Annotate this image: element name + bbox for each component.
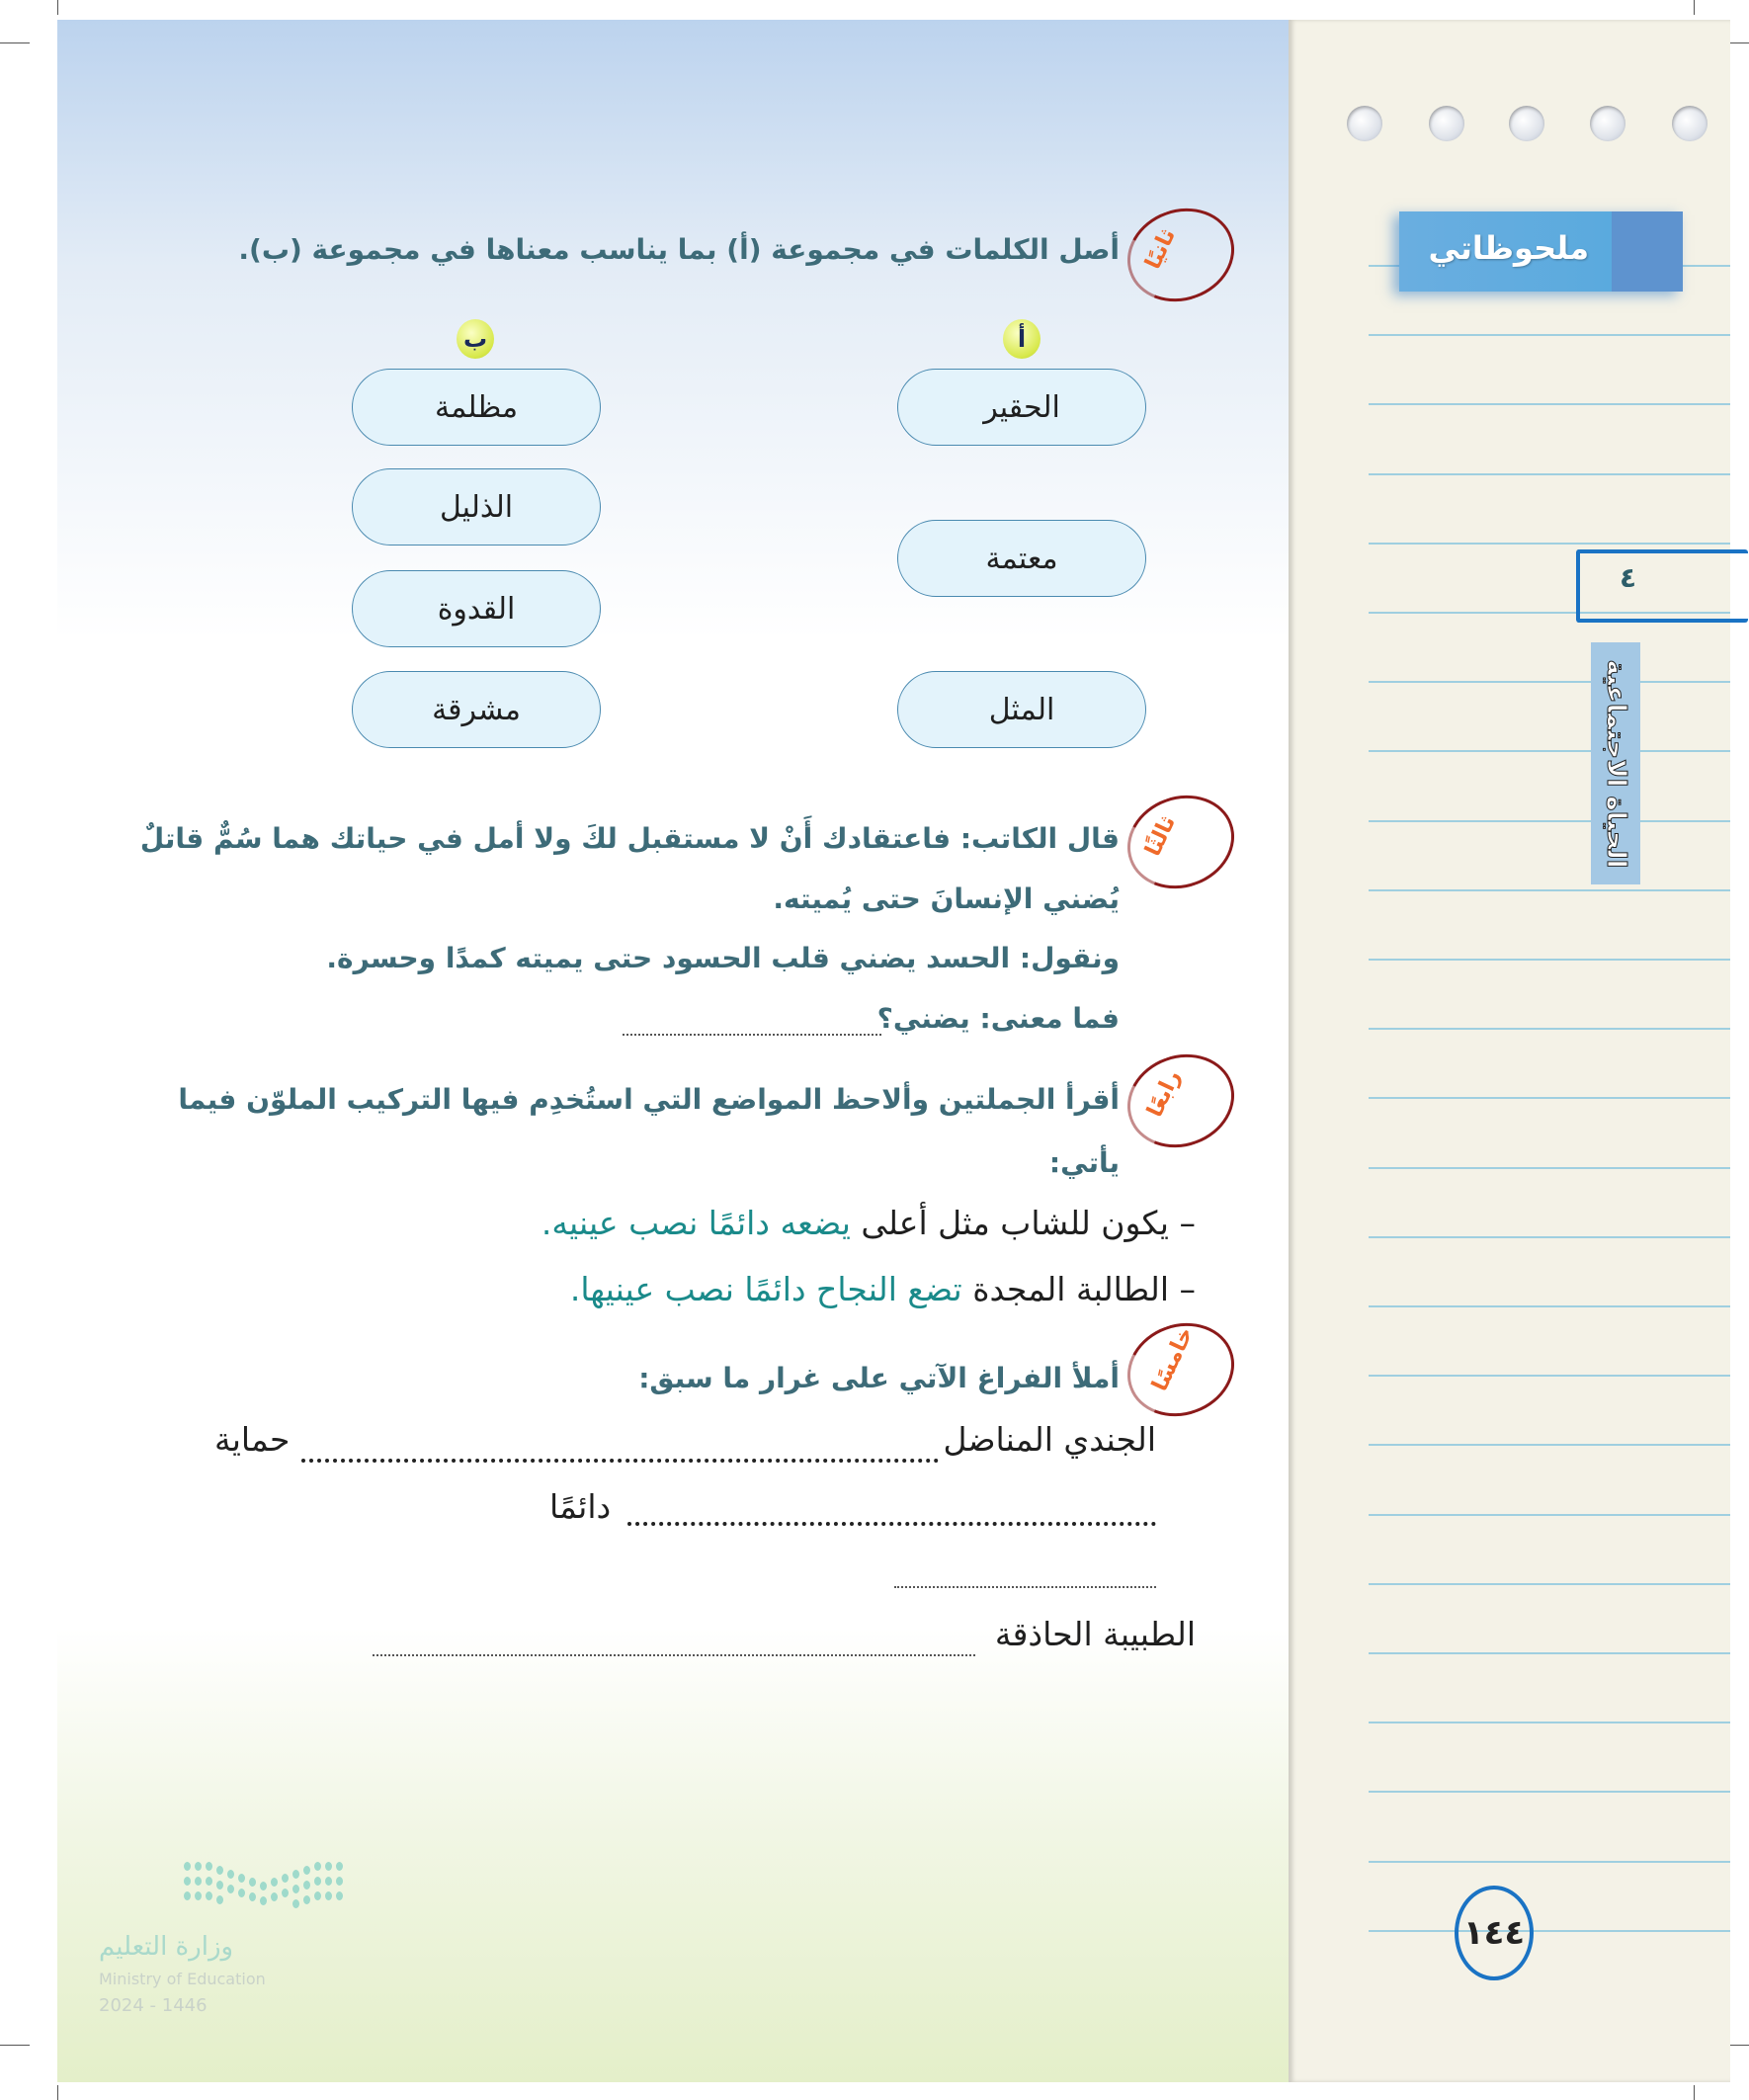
logo-dot [271, 1878, 278, 1887]
section-badge-label: ثالثًا [1140, 811, 1181, 861]
logo-dot [216, 1866, 223, 1875]
fill-line-end: دائمًا [549, 1487, 612, 1526]
unit-title-label [1591, 642, 1640, 884]
crop-mark [1694, 0, 1695, 15]
logo-dot [325, 1877, 332, 1886]
logo-dot [195, 1891, 202, 1900]
notebook-line [1369, 1097, 1730, 1099]
logo-dot [314, 1862, 321, 1871]
logo-dot [260, 1896, 267, 1905]
logo-dot [314, 1877, 321, 1886]
binder-hole-icon [1429, 106, 1464, 141]
section4-instruction: يأتي: [1048, 1146, 1120, 1179]
unit-number: ٤ [1620, 561, 1637, 594]
sentence-text: – الطالبة المجدة [961, 1270, 1196, 1308]
ministry-name-english: Ministry of Education [99, 1970, 266, 1988]
answer-field[interactable] [623, 1034, 881, 1036]
logo-dot [282, 1874, 289, 1883]
fill-blank[interactable] [627, 1522, 1156, 1526]
notebook-line [1369, 1167, 1730, 1169]
logo-dot [292, 1899, 299, 1908]
crop-mark [0, 2045, 30, 2046]
notebook-line [1369, 1514, 1730, 1516]
notebook-line [1369, 1028, 1730, 1030]
notebook-line [1369, 820, 1730, 822]
question: فما معنى: يضني؟ [876, 1002, 1120, 1035]
group-b-word[interactable]: مظلمة [352, 369, 601, 446]
group-a-label: أ [1003, 319, 1041, 359]
logo-dot [195, 1862, 202, 1871]
notebook-line [1369, 543, 1730, 545]
notebook-line [1369, 889, 1730, 891]
logo-dot [314, 1891, 321, 1900]
sentence-text: – يكون للشاب مثل أعلى [850, 1204, 1196, 1242]
crop-mark [1694, 2085, 1695, 2100]
logo-dot [206, 1891, 212, 1900]
logo-dot [249, 1878, 256, 1887]
logo-dot [184, 1862, 191, 1871]
notes-title: ملحوظاتي [1428, 229, 1589, 267]
example-sentence [541, 1204, 1196, 1242]
page-number: ١٤٤ [1455, 1886, 1534, 1980]
logo-dot [260, 1882, 267, 1890]
fill-line-start: الجندي المناضل [943, 1420, 1156, 1459]
section4-instruction: أقرأ الجملتين وألاحظ المواضع التي استُخدِم فيها التركيب الملوّن فيما [178, 1083, 1120, 1116]
example-sentence [570, 1270, 1196, 1308]
highlighted-phrase: تضع النجاح دائمًا نصب عينيها. [569, 1270, 962, 1308]
logo-dot [325, 1862, 332, 1871]
fill-blank[interactable] [894, 1586, 1156, 1588]
quote-line: قال الكاتب: فاعتقادك أَنْ لا مستقبل لكَ ولا أمل في حياتك هما سُمٌّ قاتلٌ [139, 822, 1120, 855]
logo-dot [336, 1877, 343, 1886]
logo-dot [303, 1866, 310, 1875]
logo-dot [292, 1870, 299, 1879]
binder-hole-icon [1347, 106, 1382, 141]
quote-line: يُضني الإنسانَ حتى يُميته. [773, 882, 1120, 915]
logo-dot [282, 1889, 289, 1897]
logo-dot [184, 1891, 191, 1900]
notebook-line [1369, 1375, 1730, 1377]
group-b-word[interactable]: الذليل [352, 468, 601, 546]
notebook-line [1369, 1930, 1730, 1932]
notebook-line [1369, 750, 1730, 752]
fill-blank[interactable] [373, 1654, 975, 1656]
group-a-word[interactable]: معتمة [897, 520, 1146, 597]
logo-dot [249, 1892, 256, 1901]
logo-dot [336, 1891, 343, 1900]
notebook-line [1369, 1444, 1730, 1446]
section-badge-label: رابعًا [1142, 1066, 1186, 1122]
unit-title: الحياة الاجتماعية [1601, 658, 1630, 869]
notebook-line [1369, 1305, 1730, 1307]
notebook-line [1369, 1583, 1730, 1585]
logo-dot [206, 1877, 212, 1886]
section-badge-label: ثانيًا [1140, 224, 1181, 274]
notebook-line [1369, 681, 1730, 683]
notebook-line [1369, 473, 1730, 475]
logo-dot [195, 1877, 202, 1886]
section2-instruction: أصل الكلمات في مجموعة (أ) بما يناسب معناها في مجموعة (ب). [238, 233, 1120, 266]
group-b-word[interactable]: مشرقة [352, 671, 601, 748]
notes-title-tab [1399, 211, 1683, 292]
logo-dot [238, 1874, 245, 1883]
ministry-logo-icon [184, 1862, 352, 1917]
notebook-line [1369, 334, 1730, 336]
logo-dot [216, 1895, 223, 1904]
notebook-line [1369, 1861, 1730, 1863]
binder-hole-icon [1672, 106, 1707, 141]
logo-dot [216, 1881, 223, 1890]
group-b-word[interactable]: القدوة [352, 570, 601, 647]
logo-dot [303, 1895, 310, 1904]
unit-number-box [1576, 549, 1748, 623]
worksheet-page [57, 20, 1289, 2082]
logo-dot [227, 1885, 234, 1893]
group-b-label: ب [457, 319, 494, 359]
logo-dot [227, 1870, 234, 1879]
logo-dot [238, 1889, 245, 1897]
crop-mark [57, 0, 58, 15]
highlighted-phrase: يضعه دائمًا نصب عينيه. [541, 1204, 851, 1242]
fill-line-start: الطبيبة الحاذقة [994, 1615, 1196, 1653]
edition-year: 2024 - 1446 [99, 1995, 208, 2016]
crop-mark [57, 2085, 58, 2100]
group-a-word[interactable]: المثل [897, 671, 1146, 748]
notes-panel [1289, 20, 1730, 2082]
fill-blank[interactable] [301, 1459, 939, 1463]
section-badge-label: خامسًا [1147, 1323, 1199, 1395]
logo-dot [303, 1881, 310, 1890]
group-a-word[interactable]: الحقير [897, 369, 1146, 446]
crop-mark [0, 42, 30, 43]
notebook-line [1369, 1791, 1730, 1793]
notebook-line [1369, 1652, 1730, 1654]
notebook-line [1369, 1722, 1730, 1723]
quote-line: ونقول: الحسد يضني قلب الحسود حتى يميته كمدًا وحسرة. [326, 942, 1120, 974]
binder-hole-icon [1590, 106, 1625, 141]
logo-dot [206, 1862, 212, 1871]
logo-dot [336, 1862, 343, 1871]
notebook-line [1369, 1236, 1730, 1238]
notebook-line [1369, 403, 1730, 405]
notebook-line [1369, 959, 1730, 961]
logo-dot [292, 1885, 299, 1893]
section5-instruction: أملأ الفراغ الآتي على غرار ما سبق: [638, 1362, 1120, 1394]
logo-dot [271, 1892, 278, 1901]
ministry-name-arabic: وزارة التعليم [99, 1932, 234, 1962]
logo-dot [184, 1877, 191, 1886]
fill-line-end: حماية [214, 1420, 291, 1459]
binder-hole-icon [1509, 106, 1544, 141]
logo-dot [325, 1891, 332, 1900]
